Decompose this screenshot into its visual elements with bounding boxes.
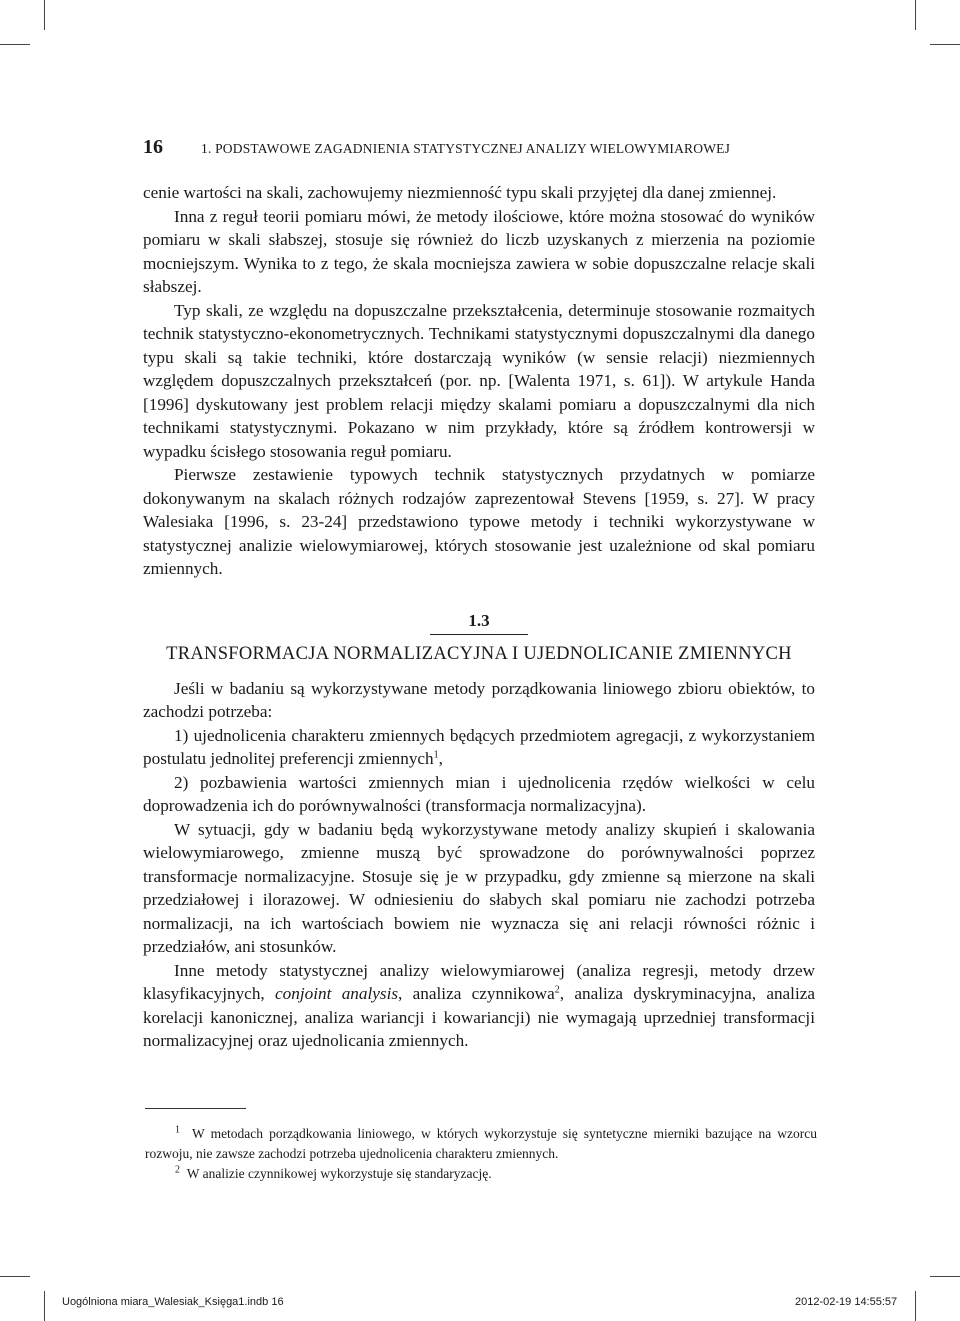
footnote-text: W analizie czynnikowej wykorzystuje się standaryzację. [186, 1166, 492, 1181]
page-number: 16 [143, 136, 163, 158]
crop-mark [44, 0, 45, 30]
list-item [143, 724, 815, 771]
print-timestamp: 2012-02-19 14:55:57 [795, 1296, 898, 1308]
running-title: 1. PODSTAWOWE ZAGADNIENIA STATYSTYCZNEJ ANALIZY WIELOWYMIAROWEJ [201, 141, 731, 156]
footnote-ref: 1 [433, 749, 439, 761]
paragraph: Pierwsze zestawienie typowych technik statystycznych przydatnych w pomiarze dokonywanym na skalach różnych rodzajów zaprezentował Stevens [1959, s. 27]. W pracy Walesiaka [1996, s. 23-24] przedstawiono typowe metody i techniki wykorzystywane w statystycznej analizie wielowymiarowej, których stosowanie jest uzależnione od skal pomiaru zmiennych. [143, 465, 815, 578]
paragraph: Jeśli w badaniu są wykorzystywane metody porządkowania liniowego zbioru obiektów, to zachodzi potrzeba: [143, 678, 815, 721]
paragraph: Inna z reguł teorii pomiaru mówi, że metody ilościowe, które można stosować do wyników pomiaru w skali słabszej, stosuje się również do liczb uzyskanych z mierzenia na poziomie mocniejszym. Wynika to z tego, że skala mocniejsza zawiera w sobie dopuszczalne relacje skali słabszej. [143, 206, 815, 296]
section-number: 1.3 [430, 609, 527, 636]
footnote [145, 1124, 817, 1164]
footnote [145, 1164, 817, 1184]
print-file-info: Uogólniona miara_Walesiak_Księga1.indb 16 [62, 1296, 284, 1308]
text-run: , analiza dyskryminacyjna, analiza korelacji kanonicznej, analiza wariancji i kowariancji) nie wymagają uprzedniej transformacji normalizacyjnej oraz ujednolicania zmiennych. [143, 984, 815, 1050]
crop-mark [915, 1291, 916, 1321]
crop-mark [0, 1276, 30, 1277]
body-text [143, 181, 815, 1053]
paragraph: cenie wartości na skali, zachowujemy niezmienność typu skali przyjętej dla danej zmiennej. [143, 183, 777, 202]
italic-term: conjoint analysis [275, 984, 399, 1003]
list-item-text: 1) ujednolicenia charakteru zmiennych będących przedmiotem agregacji, z wykorzystaniem postulatu jednolitej preferencji zmiennych [143, 725, 815, 768]
paragraph [143, 959, 815, 1053]
section-title: TRANSFORMACJA NORMALIZACYJNA I UJEDNOLICANIE ZMIENNYCH [166, 644, 792, 664]
footnote-rule [145, 1108, 246, 1109]
paragraph: W sytuacji, gdy w badaniu będą wykorzystywane metody analizy skupień i skalowania wielowymiarowego, zmienne muszą być sprowadzone do porównywalności poprzez transformacje normalizacyjne. Stosuje się je w przypadku, gdy zmienne są mierzone na skali przedziałowej i ilorazowej. W odniesieniu do słabych skal pomiaru nie zachodzi potrzeba normalizacji, na ich wartościach bowiem nie wyznacza się ani relacji równości różnic i przedziałów, ani stosunków. [143, 819, 815, 956]
crop-mark [930, 1276, 960, 1277]
footnote-number: 1 [175, 1124, 180, 1136]
footnote-text: W metodach porządkowania liniowego, w których wykorzystuje się syntetyczne mierniki bazujące na wzorcu rozwoju, nie zawsze zachodzi potrzeba ujednolicenia charakteru zmiennych. [145, 1126, 817, 1161]
footnotes [145, 1124, 817, 1184]
text-run: , analiza czynnikowa [398, 984, 555, 1003]
text-run: Inne metody statystycznej analizy wielowymiarowej (analiza regresji, metody drzew klasyfikacyjnych, [143, 960, 815, 1003]
crop-mark [930, 44, 960, 45]
crop-mark [0, 44, 30, 45]
footnote-ref: 2 [554, 984, 560, 996]
list-item-punct: , [438, 749, 443, 768]
section-heading [143, 609, 815, 667]
paragraph: Typ skali, ze względu na dopuszczalne przekształcenia, determinuje stosowanie rozmaitych technik statystyczno-ekonometrycznych. Technikami statystycznymi dopuszczalnymi dla danego typu skali są takie techniki, które dostarczają wyników (w sensie relacji) niezmiennych względem dopuszczalnych przekształceń (por. np. [Walenta 1971, s. 61]). W artykule Handa [1996] dyskutowany jest problem relacji między skalami pomiaru a dopuszczalnymi dla nich technikami statystycznymi. Pokazano w nim przykłady, które są źródłem kontrowersji w wypadku ścisłego stosowania reguł pomiaru. [143, 300, 815, 461]
footnote-number: 2 [175, 1164, 180, 1176]
crop-mark [915, 0, 916, 30]
crop-mark [44, 1291, 45, 1321]
list-item: 2) pozbawienia wartości zmiennych mian i ujednolicenia rzędów wielkości w celu doprowadzenia ich do porównywalności (transformacja normalizacyjna). [143, 772, 815, 815]
